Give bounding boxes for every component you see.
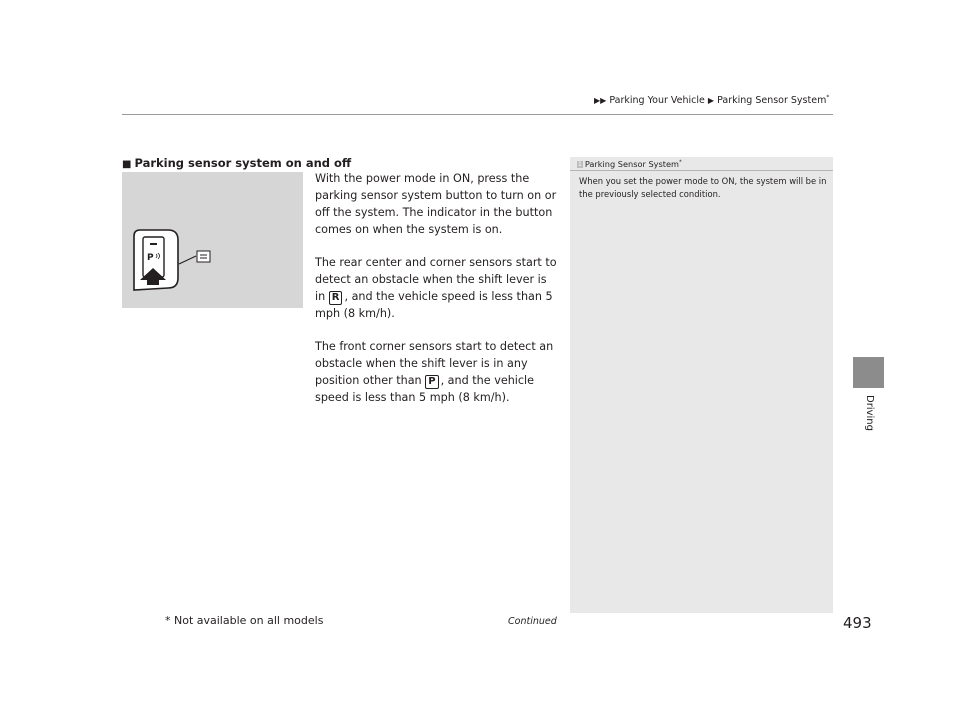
indicator-callout [197, 251, 210, 262]
breadcrumb-separator: ▶ [707, 96, 715, 106]
parking-sensor-button-illustration [122, 172, 303, 308]
continued-label: Continued [508, 616, 557, 627]
breadcrumb [594, 94, 829, 106]
header-rule [122, 114, 833, 115]
section-heading-text: Parking sensor system on and off [134, 156, 352, 170]
side-note-number: 1 [578, 161, 582, 168]
section-marker: ■ [122, 159, 132, 170]
breadcrumb-arrow: ▶▶ [594, 96, 607, 106]
paragraph-rear-sensors: The rear center and corner sensors start to detect an obstacle when the shift lever is in R , and the vehicle speed is less than 5 mph (8 km/h). [315, 256, 557, 320]
breadcrumb-parent[interactable]: Parking Your Vehicle [609, 95, 705, 107]
paragraph-power-mode: With the power mode in ON, press the parking sensor system button to turn on or off the system. The indicator in the button comes on when the system is on. [315, 172, 557, 236]
page-number: 493 [843, 614, 872, 632]
button-indicator [150, 243, 157, 245]
leader-line [179, 256, 196, 264]
shift-p-key: P [425, 375, 438, 389]
paragraph-front-sensors: The front corner sensors start to detect an obstacle when the shift lever is in any position other than P , and the vehicle speed is less than 5 mph (8 km/h). [315, 340, 554, 404]
breadcrumb-star: * [826, 94, 830, 101]
illustration-svg [122, 172, 303, 308]
chapter-tab-label: Driving [864, 395, 875, 431]
side-note-text: When you set the power mode to ON, the system will be in the previously selected condition. [579, 176, 827, 199]
chapter-tab[interactable] [853, 357, 884, 388]
shift-r-key: R [329, 291, 343, 305]
section-heading [122, 156, 351, 170]
side-note-title: 1 Parking Sensor System* [578, 159, 682, 169]
side-note-rule [570, 170, 833, 171]
button-symbol: P [147, 253, 154, 263]
breadcrumb-current: Parking Sensor System [717, 95, 827, 107]
footnote: * Not available on all models [165, 614, 324, 627]
body-text [315, 170, 557, 422]
side-note-panel [570, 157, 833, 613]
